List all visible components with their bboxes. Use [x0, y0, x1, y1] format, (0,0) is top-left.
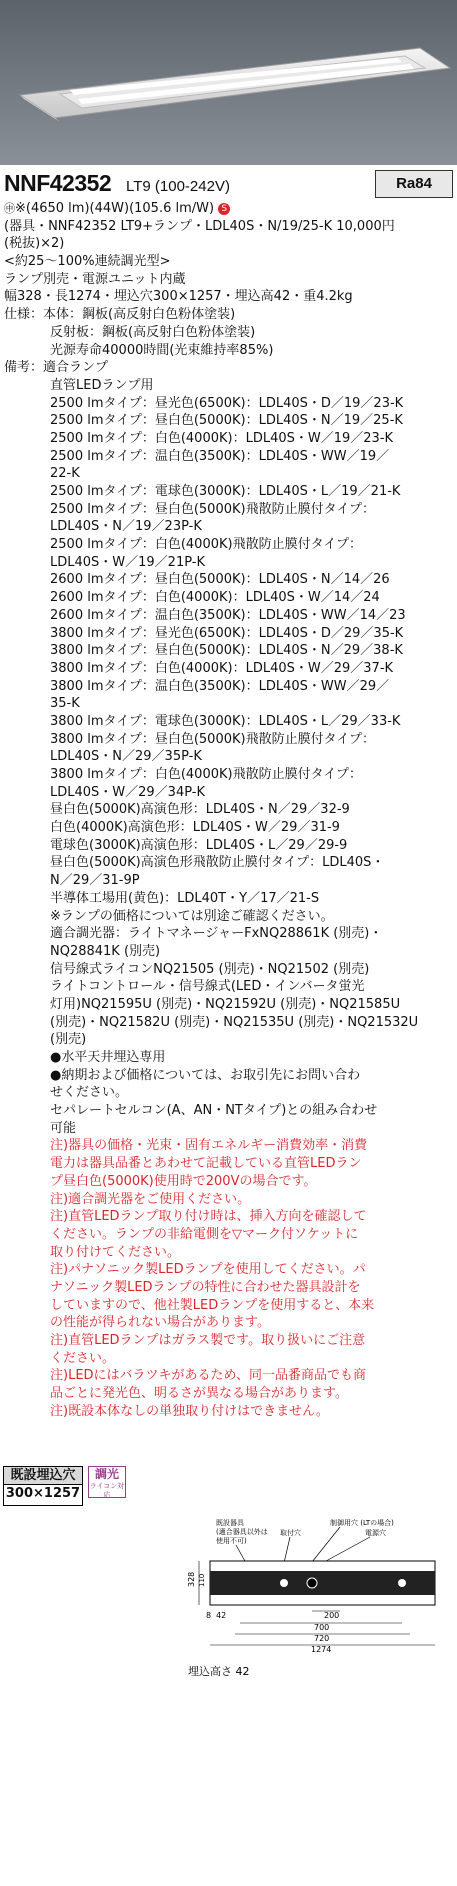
red_notes-item: 電力は器具品番とあわせて記載している直管LEDラン: [50, 1156, 362, 1172]
lamp_list-item: 2600 lmタイプ：昼白色(5000K)：LDL40S・N／14／26: [50, 572, 390, 588]
product-photo: [0, 0, 457, 165]
red_notes-item: プ昼白色(5000K)使用時で200Vの場合です。: [50, 1173, 317, 1189]
existing-hole-badge-size: 300×1257: [5, 1486, 81, 1501]
dimming-badge-sub: ライコン対応: [89, 1482, 125, 1499]
dimension-drawing: [180, 1515, 457, 1882]
notes-item: NQ28841K (別売): [50, 943, 161, 959]
red_notes-item: ください。: [50, 1350, 116, 1366]
spec-text: [4, 200, 456, 1420]
lamp_list-item: 2500 lmタイプ：昼白色(5000K)：LDL40S・N／19／25-K: [50, 413, 403, 429]
dimming-line: <約25～100%連続調光型>: [4, 254, 171, 270]
dimensions-line: 幅328・長1274・埋込穴300×1257・埋込高42・重4.2kg: [4, 289, 353, 305]
lamp_list-item: 2500 lmタイプ：昼光色(6500K)：LDL40S・D／19／23-K: [50, 395, 404, 411]
s-mark-icon: S: [218, 203, 230, 215]
red_notes-item: 注)パナソニック製LEDランプを使用してください。パ: [50, 1262, 366, 1278]
high_color_list-item: 電球色(3000K)高演色形：LDL40S・L／29／29-9: [50, 837, 348, 853]
high_color_list-item: 白色(4000K)高演色形：LDL40S・W／29／31-9: [50, 820, 340, 836]
lamp_list-item: 2500 lmタイプ：電球色(3000K)：LDL40S・L／19／21-K: [50, 484, 401, 499]
fixture-illustration: [0, 0, 457, 165]
red_notes-item: 注)直管LEDランプ取り付け時は、挿入方向を確認して: [50, 1209, 367, 1225]
lamp_list-item: 3800 lmタイプ：昼光色(6500K)：LDL40S・D／29／35-K: [50, 625, 404, 641]
notes-item: セパレートセルコン(A、AN・NTタイプ)との組み合わせ: [50, 1103, 378, 1119]
lamp_list-item: 3800 lmタイプ：昼白色(5000K)：LDL40S・N／29／38-K: [50, 643, 403, 659]
reflector-line: 反射板：鋼板(高反射白色粉体塗装): [50, 324, 256, 340]
red_notes-item: 取り付けてください。: [50, 1244, 181, 1260]
existing-hole-badge-title: 既設埋込穴: [4, 1467, 82, 1485]
lamp-type-header: 直管LEDランプ用: [50, 377, 154, 393]
badge-row: [0, 1462, 457, 1512]
lamp_list-item: 3800 lmタイプ：温白色(3500K)：LDL40S・WW／29／: [50, 678, 390, 694]
embed-height: 埋込高さ 42: [188, 1665, 250, 1678]
label-ctrl: 制御用穴 (LTの場合): [330, 1519, 394, 1527]
lamp_list-item: LDL40S・N／29／35P-K: [50, 749, 202, 765]
high_color_list-item: 昼白色(5000K)高演色形飛散防止膜付タイプ：LDL40S・: [50, 855, 385, 871]
high-color-list: [4, 801, 456, 907]
red_notes-item: ナソニック製LEDランプの特性に合わせた器具設計を: [50, 1279, 361, 1295]
high_color_list-item: N／29／31-9P: [50, 873, 140, 889]
notes-item: ※ランプの価格については別途ご確認ください。: [50, 908, 334, 924]
dim-42: 42: [216, 1611, 227, 1620]
lamp_list-item: 2500 lmタイプ：白色(4000K)：LDL40S・W／19／23-K: [50, 430, 394, 446]
lamp_list-item: 2500 lmタイプ：白色(4000K)飛散防止膜付タイプ：: [50, 537, 362, 553]
model-number: NNF42352: [4, 170, 112, 196]
lamp_list-item: LDL40S・W／19／21P-K: [50, 554, 205, 570]
dim-8: 8: [206, 1611, 212, 1620]
label-existing: 既設器具: [216, 1519, 244, 1527]
mount-hole-left: [280, 1579, 288, 1587]
lamp_list-item: 2500 lmタイプ：昼白色(5000K)飛散防止膜付タイプ：: [50, 501, 375, 517]
lamp_list-item: LDL40S・N／19／23P-K: [50, 519, 202, 535]
dimension-diagram: [180, 1515, 457, 1882]
red_notes-item: の性能が得られない場合があります。: [50, 1315, 270, 1331]
notes-label: 備考：適合ランプ: [4, 360, 109, 376]
dim-720: 720: [314, 1634, 330, 1643]
dim-110: 110: [198, 1573, 206, 1587]
red_notes-item: 注)適合調光器をご使用ください。: [50, 1191, 251, 1207]
power-hole: [307, 1578, 317, 1588]
red_notes-item: 品ごとに発光色、明るさが異なる場合があります。: [50, 1386, 348, 1402]
label-existing-2: (適合器具以外は: [216, 1528, 268, 1536]
lamp_list-item: 2600 lmタイプ：白色(4000K)：LDL40S・W／14／24: [50, 590, 380, 606]
equipment-line: (器具・NNF42352 LT9+ランプ・LDL40S・N/19/25-K 10,000円: [4, 218, 395, 234]
mount-hole-right: [398, 1579, 406, 1587]
dimming-badge: [88, 1466, 126, 1498]
red_notes-item: 注)器具の価格・光束・固有エネルギー消費効率・消費: [50, 1138, 368, 1154]
red_notes-item: 注)既設本体なしの単独取り付けはできません。: [50, 1403, 329, 1419]
red_notes-item: 注)直管LEDランプはガラス製です。取り扱いにご注意: [50, 1333, 366, 1348]
dim-200: 200: [324, 1611, 340, 1620]
lamp_list-item: 3800 lmタイプ：昼白色(5000K)飛散防止膜付タイプ：: [50, 731, 375, 747]
dim-328: 328: [187, 1571, 196, 1587]
lamp_list-item: 3800 lmタイプ：白色(4000K)飛散防止膜付タイプ：: [50, 767, 362, 782]
high_color_list-item: 半導体工場用(黄色)：LDL40T・Y／17／21-S: [50, 890, 320, 906]
red_notes-item: ください。ランプの非給電側を▽マーク付ソケットに: [50, 1226, 359, 1242]
lumen-line: ㊥※(4650 lm)(44W)(105.6 lm/W) S: [4, 200, 456, 218]
notes-item: 灯用)NQ21595U (別売)・NQ21592U (別売)・NQ21585U: [50, 996, 401, 1012]
dimming-badge-main: 調光: [94, 1467, 119, 1481]
red-notes-list: [4, 1137, 456, 1420]
lamp_list-item: 2600 lmタイプ：温白色(3500K)：LDL40S・WW／14／23: [50, 607, 406, 623]
dim-700: 700: [314, 1623, 330, 1632]
existing-hole-badge: [3, 1466, 83, 1506]
pse-mark-icon: ㊥: [4, 202, 15, 215]
material-line: 仕様：本体：鋼板(高反射白色粉体塗装): [4, 307, 236, 323]
lamp_list-item: 3800 lmタイプ：電球色(3000K)：LDL40S・L／29／33-K: [50, 713, 401, 729]
notes-item: 信号線式ライコンNQ21505 (別売)・NQ21502 (別売): [50, 961, 370, 977]
notes-list: [4, 908, 456, 1138]
notes-item: ●水平天井埋込専用: [50, 1050, 166, 1065]
label-power: 電源穴: [365, 1529, 386, 1537]
notes-item: (別売): [50, 1032, 87, 1048]
high_color_list-item: 昼白色(5000K)高演色形：LDL40S・N／29／32-9: [50, 802, 350, 818]
notes-item: ●納期および価格については、お取引先にお問い合わ: [50, 1067, 361, 1083]
red_notes-item: していますので、他社製LEDランプを使用すると、本来: [50, 1297, 375, 1313]
tax-line: (税抜)×2): [4, 236, 65, 252]
notes-item: ライトコントロール・信号線式(LED・インバータ蛍光: [50, 979, 365, 995]
red_notes-item: 注)LEDにはバラツキがあるため、同一品番商品でも商: [50, 1368, 367, 1384]
label-existing-3: 使用不可): [216, 1537, 247, 1545]
notes-item: (別売)・NQ21582U (別売)・NQ21535U (別売)・NQ21532U: [50, 1014, 419, 1030]
lamp_list-item: 22-K: [50, 466, 80, 482]
life-line: 光源寿命40000時間(光束維持率85%): [50, 342, 274, 358]
model-suffix: LT9 (100-242V): [126, 178, 230, 195]
lamp_list-item: 2500 lmタイプ：温白色(3500K)：LDL40S・WW／19／: [50, 448, 390, 464]
notes-item: 可能: [50, 1120, 77, 1136]
title-row: [0, 168, 457, 202]
lamp_list-item: 3800 lmタイプ：白色(4000K)：LDL40S・W／29／37-K: [50, 660, 394, 676]
ra-badge: Ra84: [375, 170, 453, 198]
notes-item: 適合調光器：ライトマネージャーFxNQ28861K (別売)・: [50, 926, 383, 942]
label-mount: 取付穴: [280, 1529, 301, 1537]
lamp_list-item: LDL40S・W／29／34P-K: [50, 784, 205, 800]
lamp_list-item: 35-K: [50, 696, 80, 712]
dim-1274: 1274: [311, 1645, 332, 1654]
notes-item: せください。: [50, 1085, 129, 1101]
lamp-line: ランプ別売・電源ユニット内蔵: [4, 271, 186, 287]
lamp-list: [4, 395, 456, 802]
